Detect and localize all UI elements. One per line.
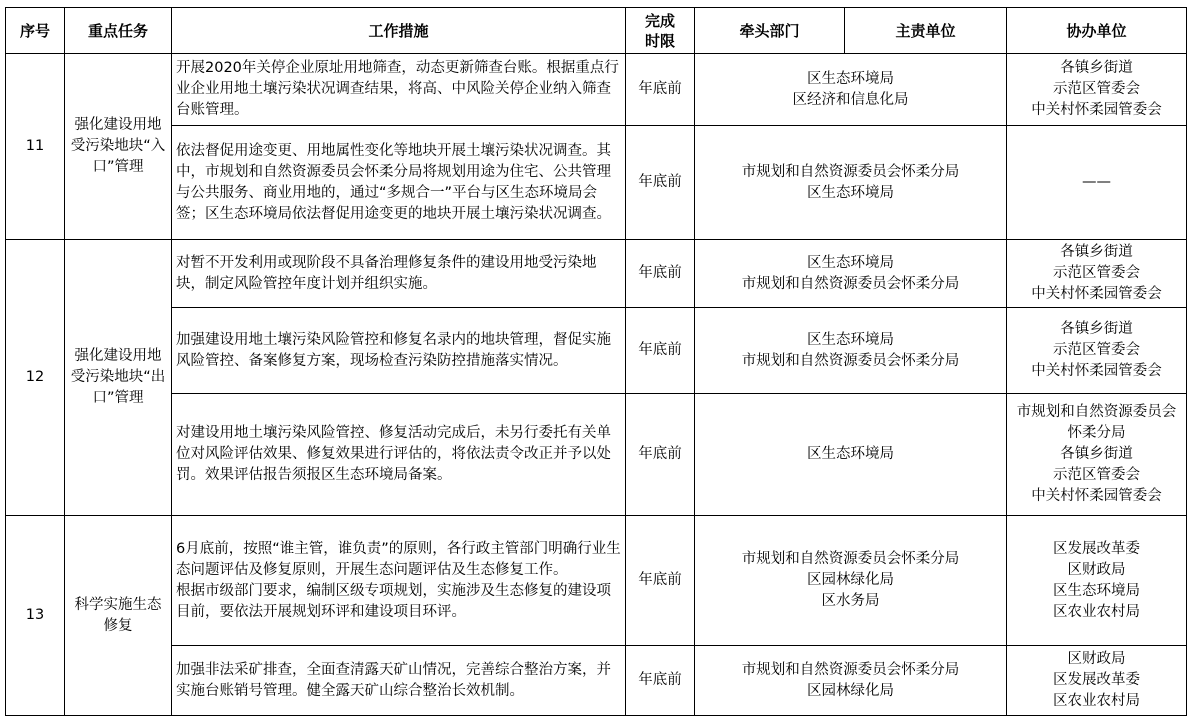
measure-deadline: 年底前 [626,54,695,126]
measure-deadline: 年底前 [626,126,695,240]
header-row [6,8,1187,54]
header-measures: 工作措施 [172,8,626,54]
measure-text: 依法督促用途变更、用地属性变化等地块开展土壤污染状况调查。其中，市规划和自然资源委员会怀柔分局将规划用途为住宅、公共管理与公共服务、商业用地的，通过“多规合一”平台与区生态环境局会签；区生态环境局依法督促用途变更的地块开展土壤污染状况调查。 [172,126,626,240]
measure-main-unit: 区生态环境局 区经济和信息化局 [695,54,1007,126]
row-seq: 11 [6,54,65,240]
measure-main-unit: 市规划和自然资源委员会怀柔分局 区生态环境局 [695,126,1007,240]
measure-text: 6月底前，按照“谁主管，谁负责”的原则，各行政主管部门明确行业生态问题评估及修复原则，开展生态问题评估及生态修复工作。 根据市级部门要求，编制区级专项规划，实施涉及生态修复的建设项目前，要依法开展规划环评和建设项目环评。 [172,516,626,646]
table-row [6,54,1187,126]
measure-text: 对暂不开发利用或现阶段不具备治理修复条件的建设用地受污染地块，制定风险管控年度计划并组织实施。 [172,240,626,308]
measure-main-unit: 市规划和自然资源委员会怀柔分局 区园林绿化局 区水务局 [695,516,1007,646]
measure-assist: 各镇乡街道 示范区管委会 中关村怀柔园管委会 [1007,240,1187,308]
table-row [6,308,1187,394]
measure-deadline: 年底前 [626,516,695,646]
measure-main-unit: 市规划和自然资源委员会怀柔分局 区园林绿化局 [695,646,1007,716]
measure-assist: 市规划和自然资源委员会怀柔分局 各镇乡街道 示范区管委会 中关村怀柔园管委会 [1007,394,1187,516]
table-row [6,516,1187,646]
row-task: 科学实施生态修复 [65,516,172,716]
measure-main-unit: 区生态环境局 市规划和自然资源委员会怀柔分局 [695,308,1007,394]
measure-deadline: 年底前 [626,646,695,716]
table-row [6,394,1187,516]
row-task: 强化建设用地受污染地块“入口”管理 [65,54,172,240]
measure-deadline: 年底前 [626,308,695,394]
measure-assist: —— [1007,126,1187,240]
header-lead-dept: 牵头部门 [695,8,845,54]
row-task: 强化建设用地受污染地块“出口”管理 [65,240,172,516]
table-row [6,126,1187,240]
measure-deadline: 年底前 [626,394,695,516]
measure-text: 对建设用地土壤污染风险管控、修复活动完成后，未另行委托有关单位对风险评估效果、修复效果进行评估的，将依法责令改正并予以处罚。效果评估报告须报区生态环境局备案。 [172,394,626,516]
measure-text: 加强建设用地土壤污染风险管控和修复名录内的地块管理，督促实施风险管控、备案修复方案，现场检查污染防控措施落实情况。 [172,308,626,394]
header-seq: 序号 [6,8,65,54]
row-seq: 12 [6,240,65,516]
header-deadline: 完成 时限 [626,8,695,54]
measure-main-unit: 区生态环境局 [695,394,1007,516]
task-table [5,7,1187,716]
table-row [6,240,1187,308]
measure-text: 加强非法采矿排查，全面查清露天矿山情况，完善综合整治方案，并实施台账销号管理。健全露天矿山综合整治长效机制。 [172,646,626,716]
header-task: 重点任务 [65,8,172,54]
measure-assist: 区发展改革委 区财政局 区生态环境局 区农业农村局 [1007,516,1187,646]
measure-deadline: 年底前 [626,240,695,308]
measure-assist: 区财政局 区发展改革委 区农业农村局 [1007,646,1187,716]
measure-main-unit: 区生态环境局 市规划和自然资源委员会怀柔分局 [695,240,1007,308]
header-assist: 协办单位 [1007,8,1187,54]
measure-assist: 各镇乡街道 示范区管委会 中关村怀柔园管委会 [1007,308,1187,394]
row-seq: 13 [6,516,65,716]
table-row [6,646,1187,716]
measure-text: 开展2020年关停企业原址用地筛查，动态更新筛查台账。根据重点行业企业用地土壤污染状况调查结果，将高、中风险关停企业纳入筛查台账管理。 [172,54,626,126]
measure-assist: 各镇乡街道 示范区管委会 中关村怀柔园管委会 [1007,54,1187,126]
header-main-unit: 主责单位 [845,8,1007,54]
